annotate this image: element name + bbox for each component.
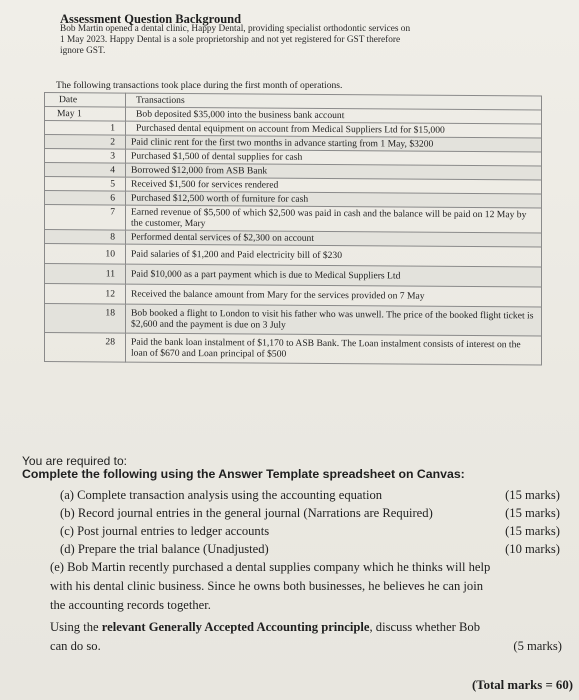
transaction-cell: Earned revenue of $5,500 of which $2,500 was paid in cash and the balance will be paid on 12 May by the customer, Mary: [126, 205, 542, 233]
date-header: Date: [45, 93, 126, 108]
background-intro: [60, 24, 510, 57]
principle-line: [50, 618, 570, 637]
task-text: (c) Post journal entries to ledger accounts: [60, 524, 270, 538]
task-e-line: the accounting records together.: [50, 598, 211, 612]
transactions-table: [44, 92, 542, 365]
date-cell: 11: [45, 264, 126, 285]
intro-line: 1 May 2023. Happy Dental is a sole proprietorship and not yet registered for GST therefore: [60, 35, 401, 45]
transaction-cell: Bob booked a flight to London to visit his father who was unwell. The price of the booked flight ticket is $2,600 and the payment is due on 3 July: [126, 304, 542, 336]
transaction-cell: Purchased dental equipment on account from Medical Suppliers Ltd for $15,000: [126, 121, 542, 138]
task-text: (d) Prepare the trial balance (Unadjusted): [60, 542, 269, 556]
task-marks: (15 marks): [505, 506, 560, 520]
intro-line: Bob Martin opened a dental clinic, Happy Dental, providing specialist orthodontic services on: [60, 24, 411, 34]
transaction-cell: Performed dental services of $2,300 on account: [126, 230, 542, 247]
background-heading: Assessment Question Background: [60, 12, 242, 26]
task-text: (a) Complete transaction analysis using the accounting equation: [60, 488, 383, 502]
transaction-cell: Received $1,500 for services rendered: [126, 177, 542, 194]
task-marks: (15 marks): [505, 524, 560, 538]
complete-instruction: Complete the following using the Answer Template spreadsheet on Canvas:: [22, 467, 465, 481]
date-cell: 8: [45, 230, 126, 245]
transaction-cell: Received the balance amount from Mary for the services provided on 7 May: [126, 284, 542, 307]
task-e: [50, 558, 570, 615]
table-row: [45, 304, 542, 336]
date-cell: 1: [45, 121, 126, 136]
transaction-cell: Paid salaries of $1,200 and Paid electricity bill of $230: [126, 244, 542, 267]
intro-line: ignore GST.: [60, 46, 106, 56]
transaction-cell: Purchased $12,500 worth of furniture for cash: [126, 191, 542, 208]
transaction-cell: Borrowed $12,000 from ASB Bank: [126, 163, 542, 180]
date-cell: 6: [45, 191, 126, 206]
principle-line2: can do so.: [50, 639, 101, 653]
transaction-cell: Paid $10,000 as a part payment which is due to Medical Suppliers Ltd: [126, 264, 542, 287]
date-cell: 2: [45, 135, 126, 150]
principle-question: [50, 618, 570, 656]
task-e-line: (e) Bob Martin recently purchased a dental supplies company which he thinks will help: [50, 560, 491, 574]
task-text: (b) Record journal entries in the general journal (Narrations are Required): [60, 506, 433, 520]
table-row: [45, 205, 542, 233]
date-cell: May 1: [45, 107, 126, 122]
principle-marks: (5 marks): [513, 639, 562, 653]
total-marks: (Total marks = 60): [471, 678, 573, 692]
principle-emphasis: relevant Generally Accepted Accounting principle: [101, 620, 370, 634]
task-a: [60, 486, 560, 504]
principle-line: [50, 637, 570, 656]
principle-post: , discuss whether Bob: [369, 620, 481, 634]
transactions-header: Transactions: [126, 93, 542, 110]
task-b: [60, 504, 560, 522]
task-c: [60, 522, 560, 540]
table-row: [45, 333, 542, 365]
transaction-cell: Paid clinic rent for the first two months in advance starting from 1 May, $3200: [126, 135, 542, 152]
date-cell: 28: [45, 333, 126, 363]
transaction-cell: Paid the bank loan instalment of $1,170 to ASB Bank. The Loan instalment consists of interest on the loan of $670 and Loan principal of $500: [126, 333, 542, 365]
date-cell: 5: [45, 177, 126, 192]
task-marks: (15 marks): [505, 488, 560, 502]
task-marks: (10 marks): [505, 542, 560, 556]
date-cell: 4: [45, 163, 126, 178]
transaction-cell: Purchased $1,500 of dental supplies for cash: [126, 149, 542, 166]
date-cell: 12: [45, 284, 126, 305]
date-cell: 3: [45, 149, 126, 164]
table-caption: The following transactions took place during the first month of operations.: [56, 80, 343, 91]
date-cell: 10: [45, 244, 126, 265]
date-cell: 7: [45, 205, 126, 231]
transaction-cell: Bob deposited $35,000 into the business bank account: [126, 107, 542, 124]
date-cell: 18: [45, 304, 126, 334]
task-d: [60, 540, 560, 558]
principle-pre: Using the: [50, 620, 102, 634]
required-label: You are required to:: [22, 454, 127, 468]
task-e-line: with his dental clinic business. Since he owns both businesses, he believes he can join: [50, 579, 484, 593]
